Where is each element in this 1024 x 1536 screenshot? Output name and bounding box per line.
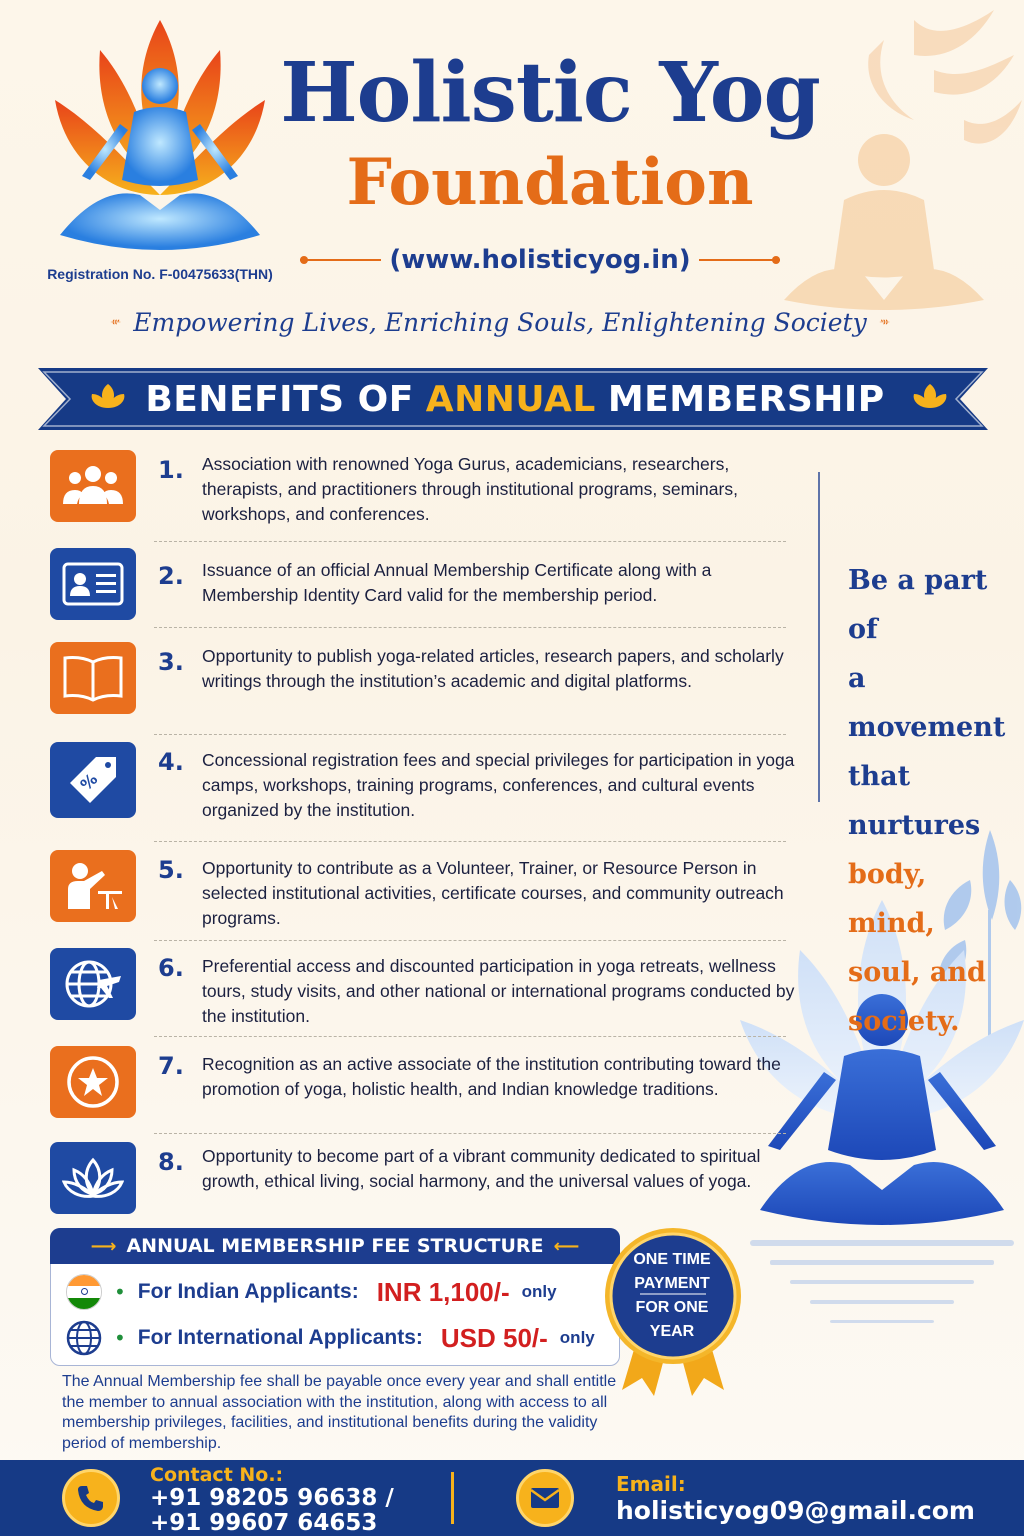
fee-heading-text: ANNUAL MEMBERSHIP FEE STRUCTURE	[126, 1235, 544, 1257]
benefit-number: 4.	[158, 748, 184, 776]
org-title-line2: Foundation	[346, 145, 754, 220]
lotus-icon	[50, 1142, 136, 1214]
benefit-text: Association with renowned Yoga Gurus, academicians, researchers, therapists, and practitioners through institutional programs, seminars, workshops, and conferences.	[202, 454, 738, 524]
benefit-text: Recognition as an active associate of the institution contributing toward the promotion of yoga, holistic health, and Indian knowledge traditions.	[202, 1054, 781, 1099]
open-book-icon	[50, 642, 136, 714]
divider	[154, 734, 786, 735]
contact-numbers	[150, 1486, 450, 1536]
website-row	[300, 240, 780, 280]
phone-icon	[62, 1469, 120, 1527]
email-label: Email:	[616, 1472, 686, 1496]
discount-tag-icon	[50, 742, 136, 818]
quote-line-highlight: body, mind,	[848, 859, 935, 939]
email-address[interactable]: holisticyog09@gmail.com	[616, 1496, 975, 1525]
fee-amount: INR 1,100/-	[376, 1276, 510, 1307]
divider-line	[300, 259, 381, 261]
divider	[154, 1133, 786, 1134]
badge-line: ONE TIME	[633, 1251, 711, 1268]
tagline: Empowering Lives, Enriching Souls, Enlightening Society	[133, 307, 867, 337]
org-title-line1: Holistic Yog	[280, 45, 820, 141]
star-badge-icon	[50, 1046, 136, 1118]
benefit-number: 6.	[158, 954, 184, 982]
divider	[154, 1036, 786, 1037]
phone-number[interactable]: +91 98205 96638 /	[150, 1485, 394, 1511]
benefit-number: 2.	[158, 562, 184, 590]
benefit-text: Opportunity to publish yoga-related articles, research papers, and scholarly writings through the institution’s academic and digital platforms.	[202, 646, 784, 691]
quote-line-highlight: society.	[848, 1006, 960, 1037]
phone-number[interactable]: +91 99607 64653	[150, 1510, 378, 1536]
divider-line	[699, 259, 780, 261]
mail-icon	[516, 1469, 574, 1527]
arrow-ornament-icon: ⟵	[553, 1235, 580, 1257]
quote-line-highlight: soul, and	[848, 957, 986, 988]
fee-label: For International Applicants:	[137, 1326, 423, 1349]
fee-row-international	[66, 1318, 595, 1358]
fee-note: The Annual Membership fee shall be payable once every year and shall entitle the member to annual association with the institution, along with access to all membership privileges, facilities, and institutional benefits during the validity period of membership.	[62, 1373, 617, 1452]
bullet-icon: •	[114, 1280, 126, 1304]
benefit-text: Opportunity to contribute as a Volunteer, Trainer, or Resource Person in selected institutional activities, certificate courses, and community outreach programs.	[202, 858, 784, 928]
divider	[154, 841, 786, 842]
registration-number: Registration No. F-00475633(THN)	[47, 266, 273, 282]
divider	[154, 627, 786, 628]
fee-amount: USD 50/-	[440, 1322, 548, 1353]
id-card-icon	[50, 548, 136, 620]
fee-row-indian	[66, 1272, 557, 1312]
badge-text	[612, 1248, 732, 1344]
laurel-left-icon	[110, 307, 121, 337]
badge-line: FOR ONE	[635, 1299, 709, 1316]
globe-plane-icon	[50, 948, 136, 1020]
benefit-number: 8.	[158, 1148, 184, 1176]
laurel-right-icon	[879, 307, 890, 337]
section-heading	[120, 366, 910, 432]
fee-suffix: only	[521, 1282, 557, 1301]
quote-line: a movement	[848, 663, 1006, 743]
heading-suffix: MEMBERSHIP	[607, 378, 885, 420]
svg-text:%: %	[76, 769, 102, 795]
benefit-number: 7.	[158, 1052, 184, 1080]
benefit-text: Issuance of an official Annual Membership Certificate along with a Membership Identity Card valid for the membership period.	[202, 560, 712, 605]
quote-line: that nurtures	[848, 761, 981, 841]
divider	[154, 541, 786, 542]
benefit-text: Opportunity to become part of a vibrant community dedicated to spiritual growth, ethical living, social harmony, and the universal values of yoga.	[202, 1146, 761, 1191]
tagline-row	[110, 300, 890, 344]
footer-divider	[451, 1472, 454, 1524]
contact-label: Contact No.:	[150, 1464, 284, 1486]
benefit-text: Preferential access and discounted participation in yoga retreats, wellness tours, study visits, and other national or international programs conducted by the institution.	[202, 956, 795, 1026]
india-flag-icon	[66, 1274, 102, 1310]
benefit-number: 5.	[158, 856, 184, 884]
trainer-icon	[50, 850, 136, 922]
badge-line: YEAR	[649, 1323, 695, 1340]
benefit-number: 3.	[158, 648, 184, 676]
side-quote	[848, 556, 1018, 1046]
heading-prefix: BENEFITS OF	[145, 378, 414, 420]
website-link[interactable]: (www.holisticyog.in)	[389, 245, 691, 275]
arrow-ornament-icon: ⟶	[90, 1235, 117, 1257]
globe-icon	[66, 1320, 102, 1356]
bullet-icon: •	[114, 1326, 126, 1350]
divider	[154, 940, 786, 941]
benefit-text: Concessional registration fees and special privileges for participation in yoga camps, workshops, training programs, conferences, and cultural events organized by the institution.	[202, 750, 795, 820]
heading-highlight: ANNUAL	[425, 378, 596, 420]
fee-suffix: only	[559, 1328, 595, 1347]
badge-line: PAYMENT	[634, 1275, 710, 1292]
fee-structure-heading	[50, 1228, 620, 1264]
quote-line: Be a part of	[848, 565, 988, 645]
community-icon	[50, 450, 136, 522]
vertical-divider	[818, 472, 820, 802]
benefit-number: 1.	[158, 456, 184, 484]
fee-label: For Indian Applicants:	[137, 1280, 359, 1303]
